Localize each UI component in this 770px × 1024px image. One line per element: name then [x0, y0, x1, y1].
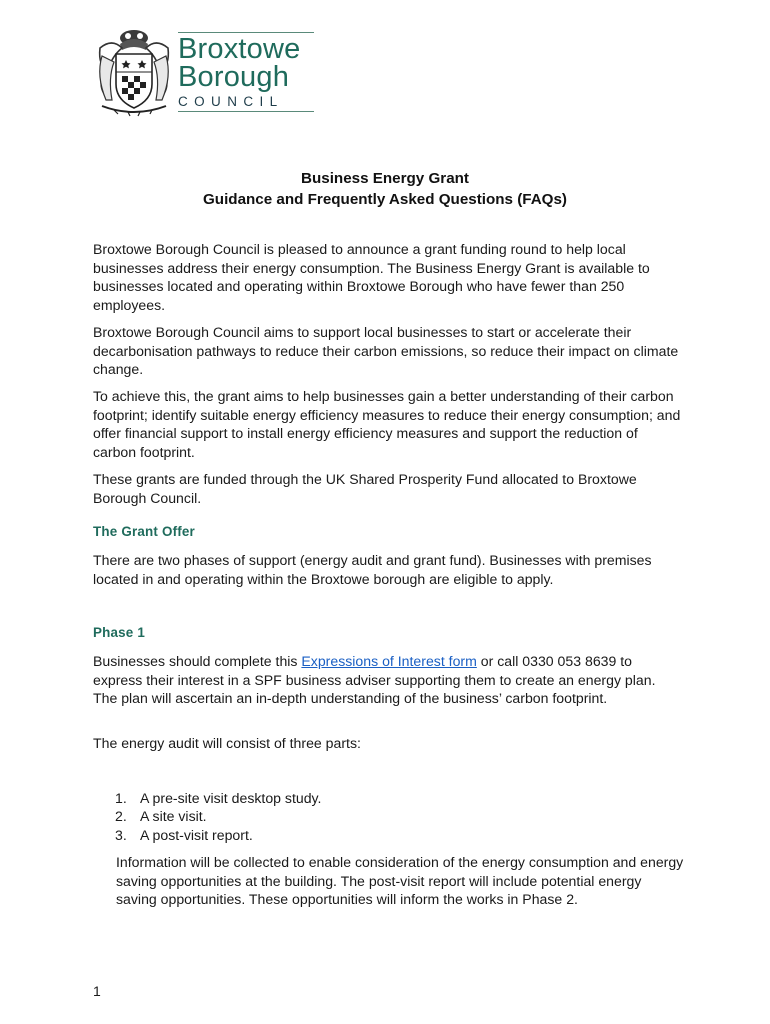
coat-of-arms-icon	[94, 26, 174, 120]
list-item	[115, 826, 675, 844]
document-title: Business Energy Grant	[301, 170, 469, 187]
logo-rule-bottom	[178, 111, 314, 112]
logo-line-broxtowe: Broxtowe	[178, 33, 301, 65]
phase1-text-before-link: Businesses should complete this	[93, 653, 302, 669]
intro-paragraph-2: Broxtowe Borough Council aims to support local businesses to start or accelerate their decarbonisation pathways to reduce their carbon emissions, so reduce their impact on climate change.	[93, 324, 679, 377]
list-item	[115, 789, 675, 807]
phase1-text-after-link: or call 0330 053 8639 to express their interest in a SPF business adviser supporting them to create an energy plan. The plan will ascertain an in-depth understanding of the business’ carbon footprint.	[93, 653, 656, 706]
audit-steps-list	[115, 789, 675, 844]
grant-offer-paragraph: There are two phases of support (energy audit and grant fund). Businesses with premises located in and operating within the Broxtowe borough are eligible to apply.	[93, 552, 652, 587]
intro-paragraph-1: Broxtowe Borough Council is pleased to announce a grant funding round to help local businesses address their energy consumption. The Business Energy Grant is available to businesses located and operating within Broxtowe Borough who have fewer than 250 employees.	[93, 241, 650, 313]
audit-intro: The energy audit will consist of three parts:	[93, 735, 361, 751]
council-logo	[94, 26, 322, 120]
phase1-heading: Phase 1	[93, 625, 146, 640]
logo-line-borough: Borough	[178, 61, 290, 93]
list-item-text: A pre-site visit desktop study.	[140, 790, 322, 806]
document-subtitle: Guidance and Frequently Asked Questions (FAQs)	[202, 191, 567, 208]
list-item-number: 3.	[115, 826, 127, 843]
phase1-paragraph	[93, 652, 683, 708]
info-paragraph: Information will be collected to enable consideration of the energy consumption and energy saving opportunities at the building. The post-visit report will include potential energy saving opportunities. These opportunities will inform the works in Phase 2.	[116, 854, 684, 907]
intro-paragraph-4: These grants are funded through the UK Shared Prosperity Fund allocated to Broxtowe Borough Council.	[93, 471, 637, 506]
grant-offer-heading: The Grant Offer	[93, 524, 195, 539]
list-item-number: 1.	[115, 790, 127, 806]
logo-line-council: COUNCIL	[178, 94, 284, 109]
list-item-number: 2.	[115, 808, 127, 825]
list-item	[115, 807, 675, 825]
intro-paragraph-3: To achieve this, the grant aims to help businesses gain a better understanding of their carbon footprint; identify suitable energy efficiency measures to reduce their energy consumption; and offer financial support to install energy efficiency measures and support the reduction of carbon footprint.	[93, 388, 681, 460]
expressions-of-interest-link[interactable]: Expressions of Interest form	[301, 653, 477, 669]
logo-wordmark	[178, 32, 322, 112]
page-number: 1	[93, 983, 101, 999]
list-item-text: A post-visit report.	[140, 826, 253, 843]
list-item-text: A site visit.	[140, 808, 207, 825]
